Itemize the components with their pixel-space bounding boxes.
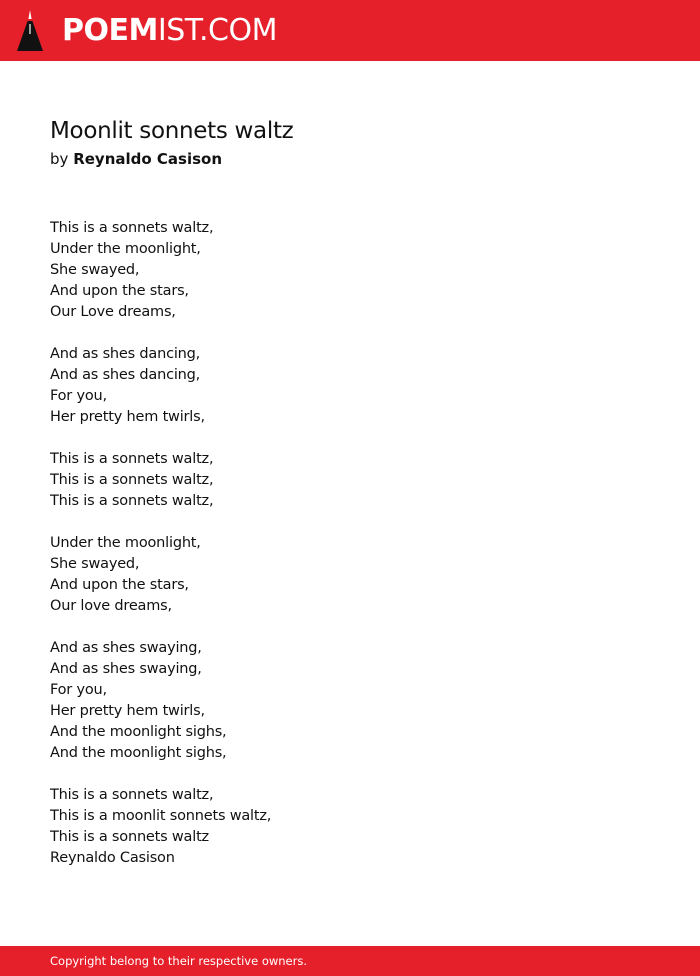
stanza	[50, 785, 650, 869]
site-footer	[0, 946, 700, 976]
stanza	[50, 344, 650, 428]
stanza	[50, 533, 650, 617]
poem-line: This is a sonnets waltz,	[50, 493, 214, 509]
author-name: Reynaldo Casison	[73, 150, 223, 168]
poem-line: And as shes dancing,	[50, 346, 201, 362]
stanza	[50, 449, 650, 512]
poem-line: And as shes swaying,	[50, 661, 202, 677]
stanza	[50, 638, 650, 764]
poem-line: Our Love dreams,	[50, 304, 176, 320]
poem-line: Our love dreams,	[50, 598, 172, 614]
stanza	[50, 218, 650, 323]
poem-line: Her pretty hem twirls,	[50, 703, 205, 719]
logo-brand-bold: POEM	[62, 13, 158, 48]
poem-line: Reynaldo Casison	[50, 850, 175, 866]
poem-line: For you,	[50, 682, 107, 698]
poem-byline	[50, 148, 222, 170]
poem-body	[50, 218, 650, 890]
poem-line: This is a sonnets waltz,	[50, 787, 214, 803]
poem-line: This is a sonnets waltz,	[50, 451, 214, 467]
poem-line: And the moonlight sighs,	[50, 745, 227, 761]
poem-line: Under the moonlight,	[50, 535, 201, 551]
poem-line: And upon the stars,	[50, 577, 189, 593]
poem-line: This is a sonnets waltz,	[50, 220, 214, 236]
site-logo[interactable]	[62, 13, 277, 49]
poem-line: This is a sonnets waltz,	[50, 472, 214, 488]
poem-line: And the moonlight sighs,	[50, 724, 227, 740]
poem-title: Moonlit sonnets waltz	[50, 118, 294, 144]
poem-line: This is a moonlit sonnets waltz,	[50, 808, 272, 824]
poem-line: And as shes dancing,	[50, 367, 201, 383]
by-label: by	[50, 150, 69, 168]
pencil-tip-icon	[17, 10, 43, 51]
poem-line: And as shes swaying,	[50, 640, 202, 656]
poem-line: She swayed,	[50, 556, 140, 572]
poem-line: Her pretty hem twirls,	[50, 409, 205, 425]
poem-line: For you,	[50, 388, 107, 404]
poem-line: Under the moonlight,	[50, 241, 201, 257]
site-header	[0, 0, 700, 61]
logo-brand-light: IST.COM	[157, 13, 277, 48]
poem-line: And upon the stars,	[50, 283, 189, 299]
poem-line: This is a sonnets waltz	[50, 829, 209, 845]
poem-line: She swayed,	[50, 262, 140, 278]
copyright-notice: Copyright belong to their respective owners.	[50, 954, 308, 968]
